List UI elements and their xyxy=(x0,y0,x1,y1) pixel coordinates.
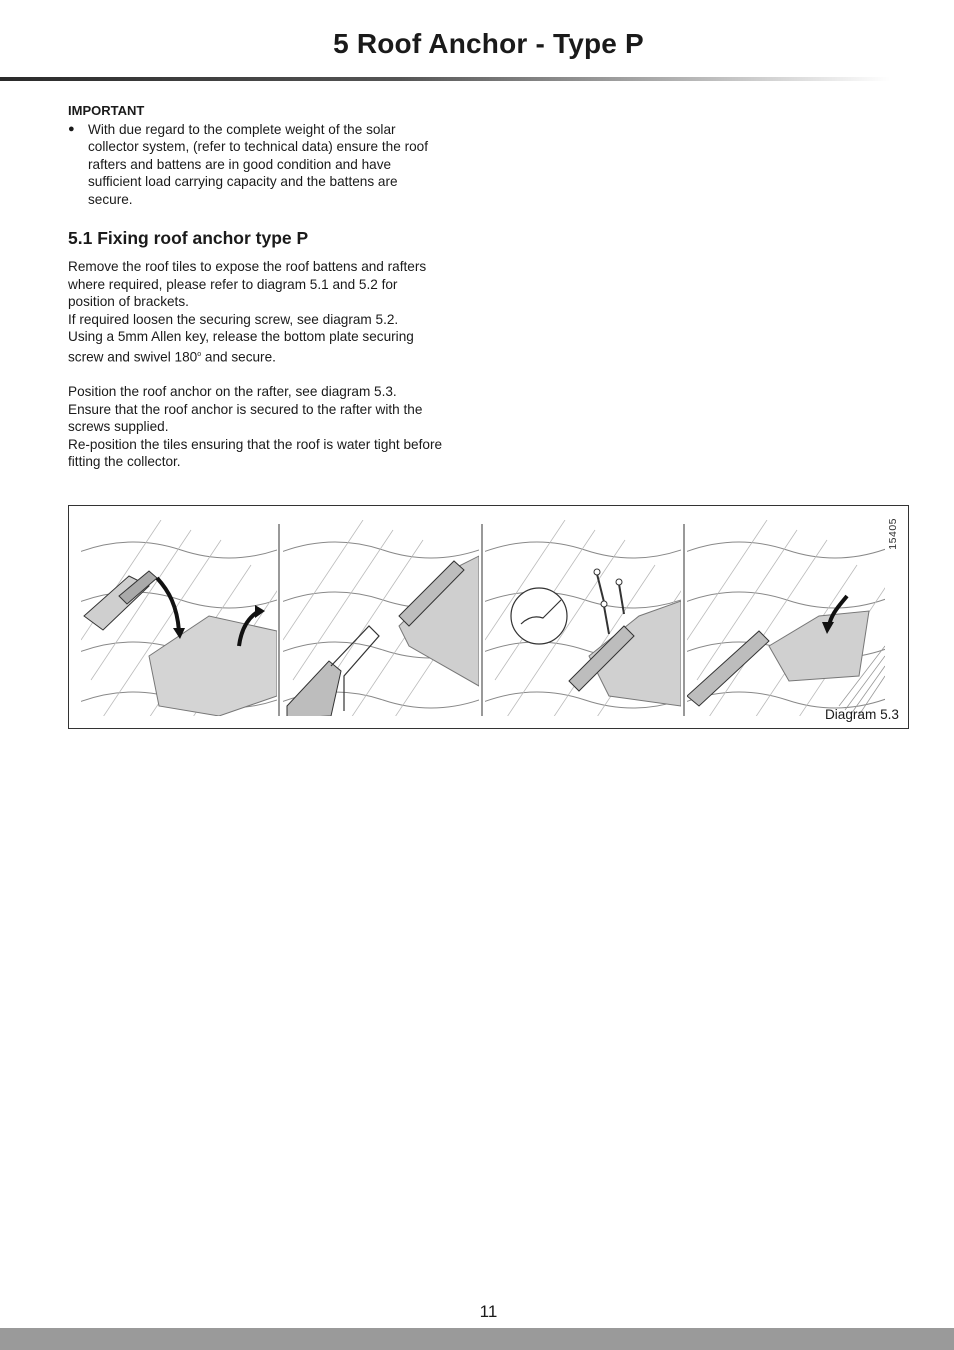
text-line: Re-position the tiles ensuring that the roof is water tight before xyxy=(68,436,443,452)
instructions-paragraph-2 xyxy=(68,383,468,471)
text-line: secure. xyxy=(88,191,133,207)
bullet-icon: ● xyxy=(68,122,75,135)
text-line: position of brackets. xyxy=(68,294,189,309)
footer-bar xyxy=(0,1328,954,1350)
text-fragment: and secure. xyxy=(201,349,276,365)
text-line: screws supplied. xyxy=(68,419,169,435)
text-line: Using a 5mm Allen key, release the bottom plate securing xyxy=(68,329,414,344)
main-content xyxy=(68,102,468,471)
text-line: Remove the roof tiles to expose the roof battens and rafters xyxy=(68,259,427,274)
instructions-paragraph-1 xyxy=(68,258,468,366)
figure-caption: Diagram 5.3 xyxy=(824,707,899,722)
important-label: IMPORTANT xyxy=(68,103,145,118)
page-title: 5 Roof Anchor - Type P xyxy=(333,28,644,59)
text-fragment: screw and swivel 180 xyxy=(68,349,198,365)
text-line: fitting the collector. xyxy=(68,454,181,470)
step-2-panel xyxy=(263,520,503,728)
text-line: collector system, (refer to technical data) ensure the roof xyxy=(88,139,428,154)
important-text xyxy=(88,121,468,209)
title-divider xyxy=(0,77,890,81)
text-line xyxy=(68,346,468,366)
text-line: rafters and battens are in good condition and have xyxy=(88,156,392,172)
text-line: Ensure that the roof anchor is secured to the rafter with the xyxy=(68,401,423,417)
text-line: If required loosen the securing screw, see diagram 5.2. xyxy=(68,311,399,327)
important-bullet xyxy=(68,121,468,209)
page-number: 11 xyxy=(479,1302,498,1321)
step-3-panel xyxy=(465,520,705,728)
step-4-panel xyxy=(667,520,907,728)
text-line: Position the roof anchor on the rafter, see diagram 5.3. xyxy=(68,384,397,400)
diagram-5-3 xyxy=(68,505,909,729)
reference-code: 15405 xyxy=(887,518,899,550)
installation-illustration xyxy=(69,506,908,728)
text-line: sufficient load carrying capacity and the battens are xyxy=(88,174,398,189)
section-heading: 5.1 Fixing roof anchor type P xyxy=(68,228,309,248)
degree-superscript: o xyxy=(197,350,202,358)
step-1-panel xyxy=(69,520,301,728)
text-line: where required, please refer to diagram 5.1 and 5.2 for xyxy=(68,276,398,292)
text-line: With due regard to the complete weight of the solar xyxy=(88,121,396,137)
